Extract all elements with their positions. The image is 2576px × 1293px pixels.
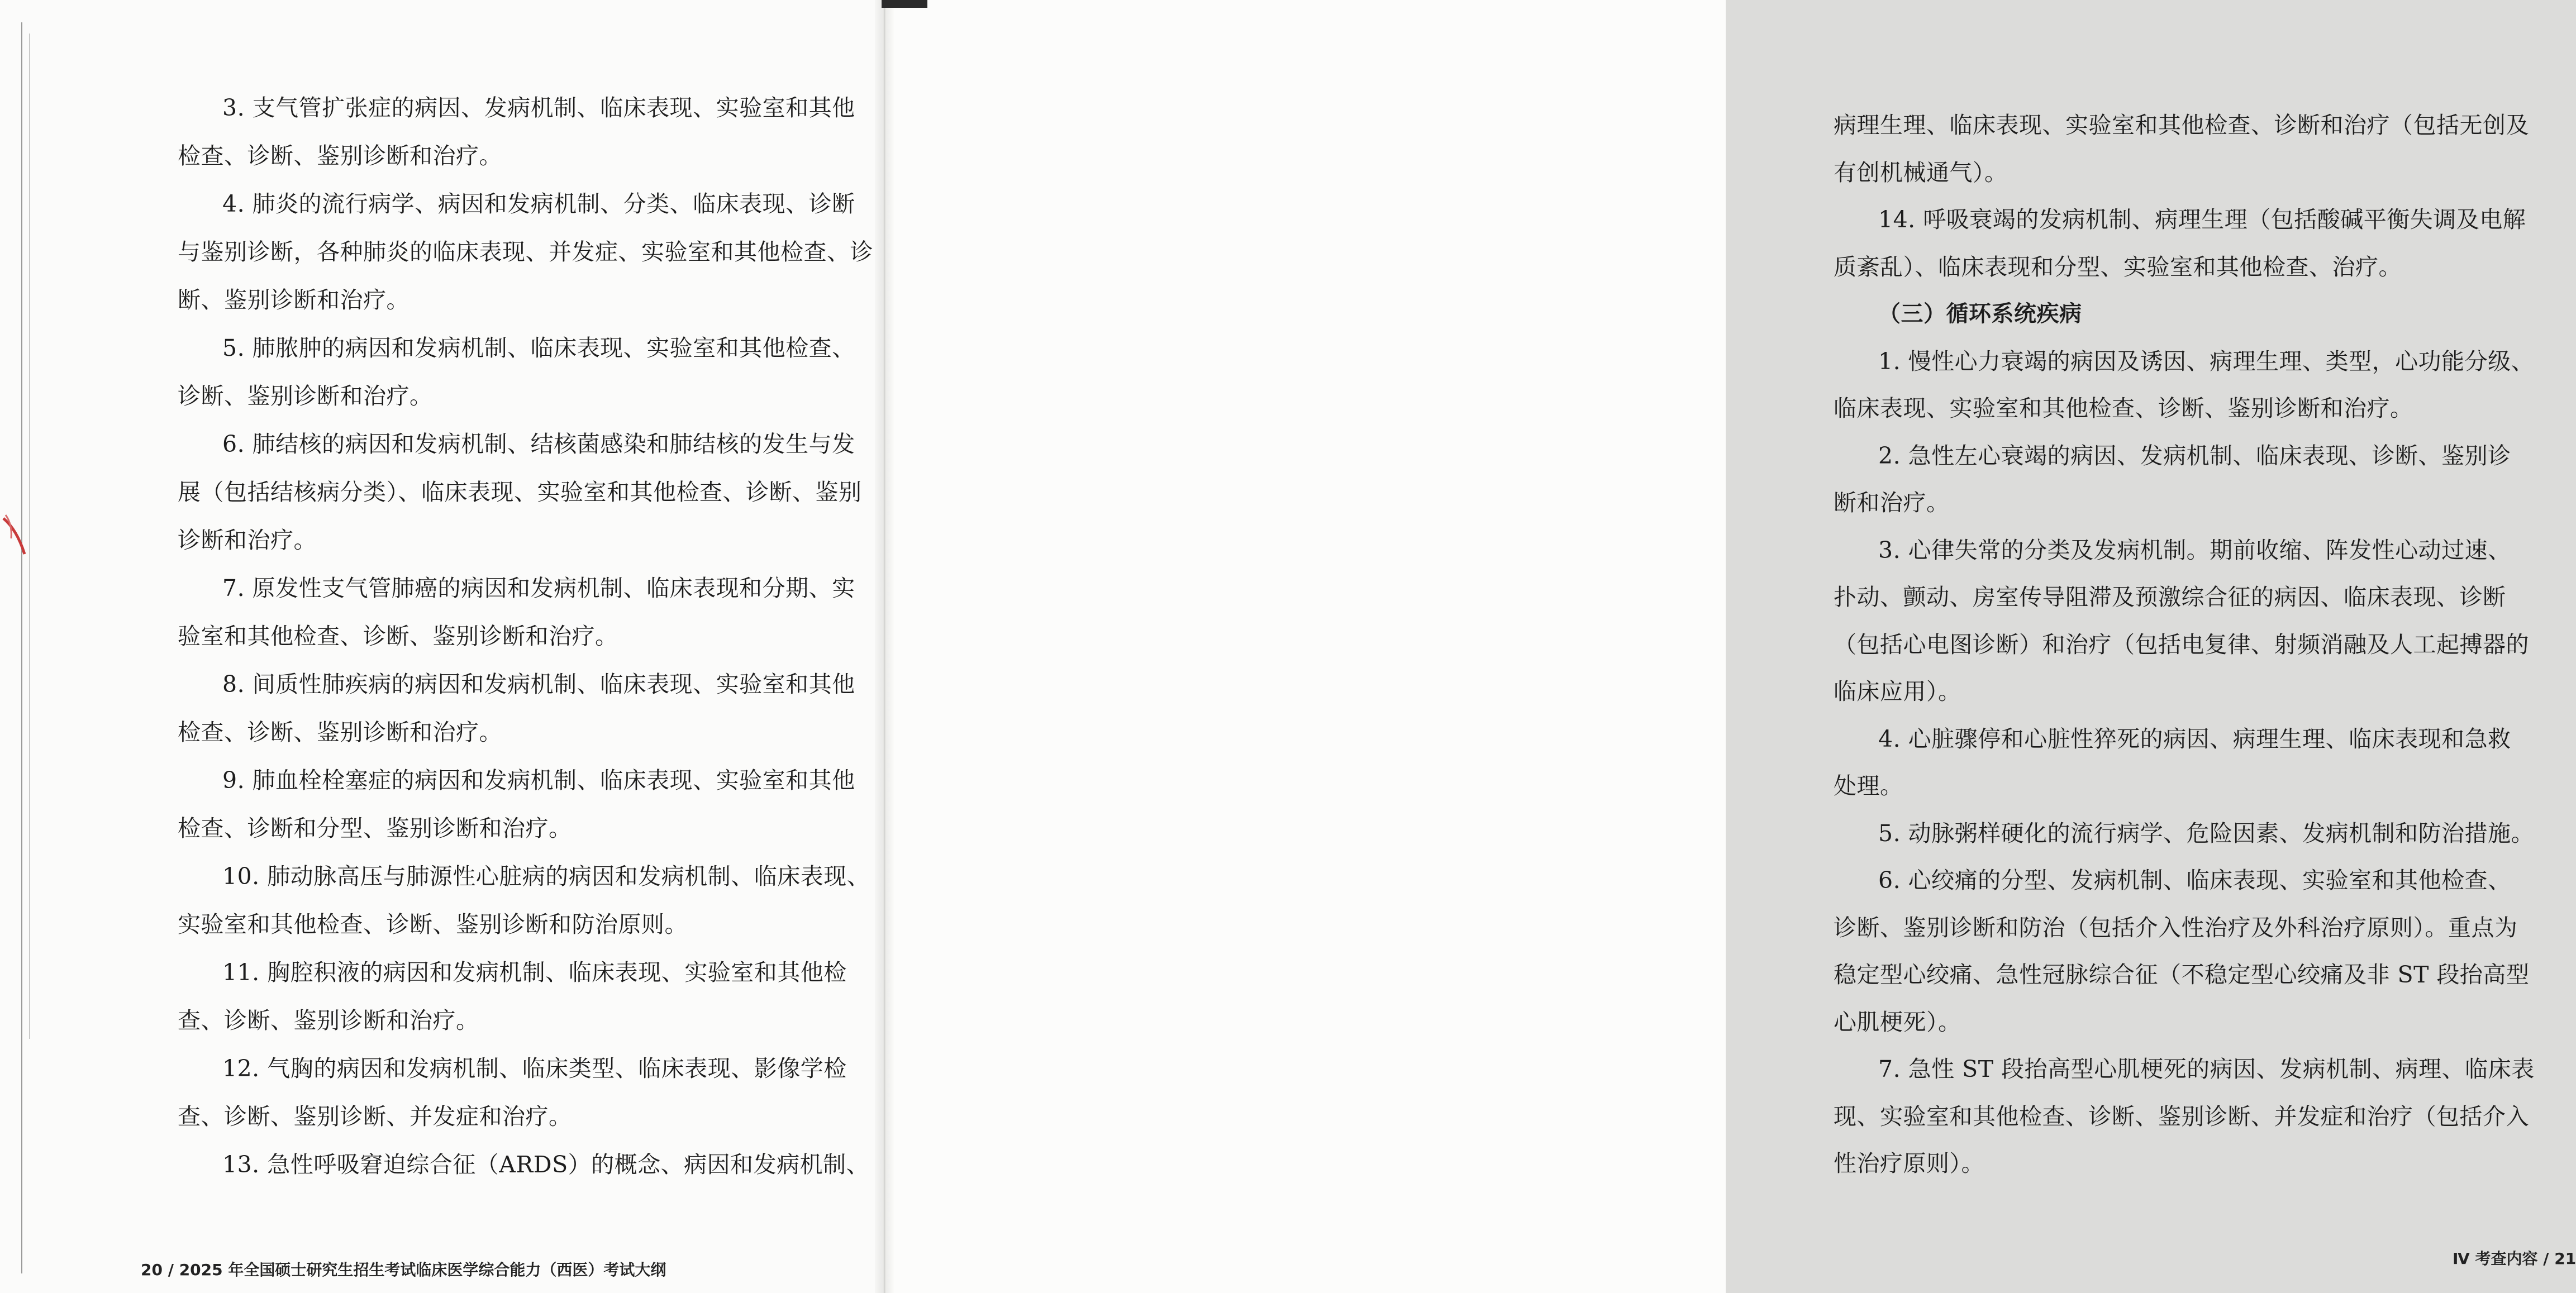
text-line: 7. 原发性支气管肺癌的病因和发病机制、临床表现和分期、实 (222, 575, 855, 602)
text-line: 断、鉴别诊断和治疗。 (178, 287, 410, 313)
text-line: 诊断、鉴别诊断和治疗。 (178, 383, 433, 409)
page-edge-line (29, 34, 30, 1039)
text-line: 6. 心绞痛的分型、发病机制、临床表现、实验室和其他检查、 (1878, 867, 2511, 894)
text-line: 4. 肺炎的流行病学、病因和发病机制、分类、临床表现、诊断 (222, 190, 855, 217)
text-line: 诊断、鉴别诊断和防治（包括介入性治疗及外科治疗原则）。重点为 (1834, 914, 2518, 941)
text-line: 11. 胸腔积液的病因和发病机制、临床表现、实验室和其他检 (222, 959, 847, 986)
left-text-column (178, 84, 875, 1189)
right-page-footer: Ⅳ 考查内容 / 21 (2453, 1249, 2576, 1268)
book-gutter (875, 0, 894, 1293)
text-line: 扑动、颤动、房室传导阻滞及预激综合征的病因、临床表现、诊断 (1834, 584, 2506, 610)
text-line: 2. 急性左心衰竭的病因、发病机制、临床表现、诊断、鉴别诊 (1878, 442, 2511, 469)
text-line: 质紊乱）、临床表现和分型、实验室和其他检查、治疗。 (1834, 253, 2402, 280)
text-line: 病理生理、临床表现、实验室和其他检查、诊断和治疗（包括无创及 (1834, 112, 2529, 139)
text-line: 6. 肺结核的病因和发病机制、结核菌感染和肺结核的发生与发 (222, 431, 855, 457)
page-edge-line (21, 22, 22, 1273)
right-page (884, 0, 2576, 1293)
text-line: （包括心电图诊断）和治疗（包括电复律、射频消融及人工起搏器的 (1834, 631, 2529, 658)
text-line: 13. 急性呼吸窘迫综合征（ARDS）的概念、病因和发病机制、 (222, 1151, 870, 1178)
text-line: 8. 间质性肺疾病的病因和发病机制、临床表现、实验室和其他 (222, 671, 855, 698)
text-line: 断和治疗。 (1834, 489, 1950, 516)
text-line: 临床应用）。 (1834, 678, 1961, 705)
text-line: 3. 心律失常的分类及发病机制。期前收缩、阵发性心动过速、 (1878, 536, 2511, 564)
section-heading: （三）循环系统疾病 (1878, 301, 2082, 327)
text-line: 10. 肺动脉高压与肺源性心脏病的病因和发病机制、临床表现、 (222, 863, 870, 890)
text-line: 7. 急性 ST 段抬高型心肌梗死的病因、发病机制、病理、临床表 (1878, 1056, 2535, 1082)
text-line: 展（包括结核病分类）、临床表现、实验室和其他检查、诊断、鉴别 (178, 479, 862, 505)
gutter-shadow (882, 0, 927, 8)
text-line: 5. 肺脓肿的病因和发病机制、临床表现、实验室和其他检查、 (222, 335, 855, 361)
text-line: 9. 肺血栓栓塞症的病因和发病机制、临床表现、实验室和其他 (222, 767, 855, 794)
text-line: 4. 心脏骤停和心脏性猝死的病因、病理生理、临床表现和急救 (1878, 725, 2511, 752)
right-text-column (1834, 102, 2554, 1187)
text-line: 5. 动脉粥样硬化的流行病学、危险因素、发病机制和防治措施。 (1878, 819, 2535, 847)
text-line: 检查、诊断、鉴别诊断和治疗。 (178, 142, 502, 169)
text-line: 3. 支气管扩张症的病因、发病机制、临床表现、实验室和其他 (222, 94, 855, 121)
text-line: 查、诊断、鉴别诊断和治疗。 (178, 1007, 479, 1034)
left-page-footer: 20 / 2025 年全国硕士研究生招生考试临床医学综合能力（西医）考试大纲 (141, 1261, 666, 1279)
left-page (0, 0, 884, 1293)
text-line: 与鉴别诊断，各种肺炎的临床表现、并发症、实验室和其他检查、诊 (178, 238, 873, 265)
text-line: 处理。 (1834, 772, 1903, 799)
text-line: 查、诊断、鉴别诊断、并发症和治疗。 (178, 1103, 572, 1130)
red-edge-mark (0, 513, 29, 557)
text-line: 有创机械通气）。 (1834, 159, 2008, 186)
text-line: 实验室和其他检查、诊断、鉴别诊断和防治原则。 (178, 911, 688, 938)
text-line: 临床表现、实验室和其他检查、诊断、鉴别诊断和治疗。 (1834, 395, 2413, 422)
text-line: 1. 慢性心力衰竭的病因及诱因、病理生理、类型，心功能分级、 (1878, 347, 2535, 375)
text-line: 验室和其他检查、诊断、鉴别诊断和治疗。 (178, 623, 618, 650)
text-line: 性治疗原则）。 (1834, 1150, 1984, 1177)
text-line: 检查、诊断、鉴别诊断和治疗。 (178, 719, 502, 746)
text-line: 稳定型心绞痛、急性冠脉综合征（不稳定型心绞痛及非 ST 段抬高型 (1834, 961, 2530, 988)
text-line: 检查、诊断和分型、鉴别诊断和治疗。 (178, 815, 572, 842)
text-line: 12. 气胸的病因和发病机制、临床类型、临床表现、影像学检 (222, 1055, 847, 1082)
text-line: 心肌梗死）。 (1834, 1008, 1961, 1036)
text-line: 14. 呼吸衰竭的发病机制、病理生理（包括酸碱平衡失调及电解 (1878, 206, 2526, 233)
text-line: 诊断和治疗。 (178, 527, 317, 554)
text-line: 现、实验室和其他检查、诊断、鉴别诊断、并发症和治疗（包括介入 (1834, 1103, 2529, 1130)
